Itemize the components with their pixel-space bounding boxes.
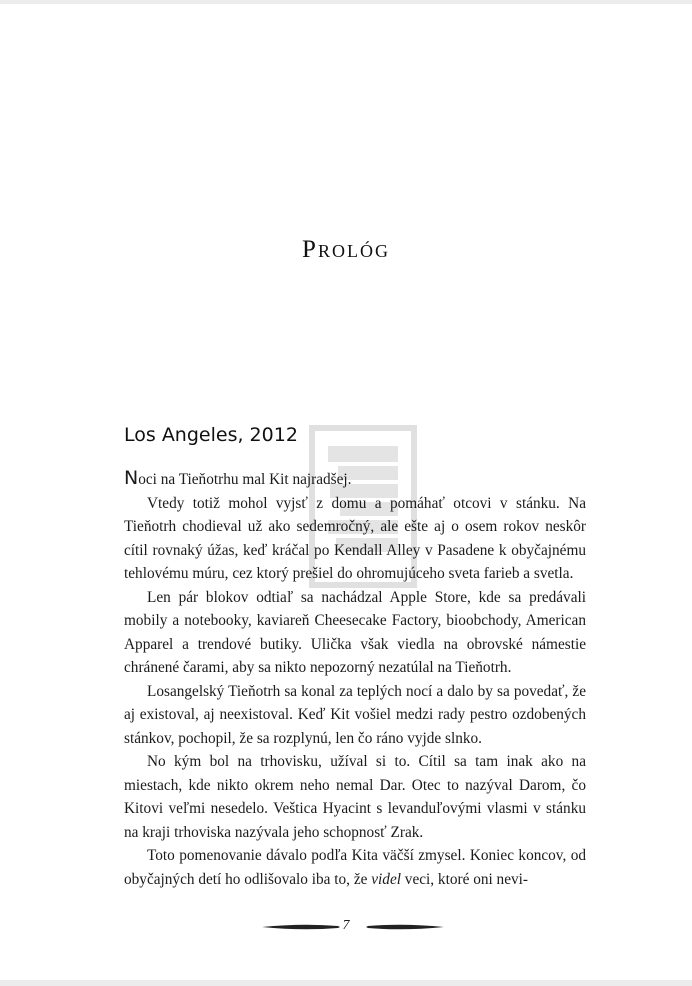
dropcap-letter: N: [124, 467, 139, 489]
right-ornament-icon: [366, 922, 444, 932]
paragraph-1: [124, 467, 586, 492]
paragraph-2: Vtedy totiž mohol vyjsť z domu a pomáhať otcovi v stánku. Na Tieňotrh chodieval už ako sedemročný, ale ešte aj o osem rokov neskôr cítil rovnaký úžas, keď kráčal po Kendall Alley v Pasadene k obyčajnému tehlovému múru, cez ktorý prešiel do ohromujúceho sveta farieb a svetla.: [124, 494, 586, 582]
page-footer: [0, 918, 692, 938]
paragraph-6: [124, 844, 586, 891]
paragraph-1-text: oci na Tieňotrhu mal Kit najradšej.: [138, 471, 352, 488]
page-number: 7: [342, 918, 350, 933]
body-text: [124, 467, 586, 891]
paragraph-4: Losangelský Tieňotrh sa konal za teplých nocí a dalo by sa povedať, že aj existoval, aj neexistoval. Keď Kit vošiel medzi rady pestro ozdobených stánkov, pochopil, že sa rozplynú, len čo ráno vyjde slnko.: [124, 682, 586, 747]
paragraph-5: No kým bol na trhovisku, užíval si to. Cítil sa tam inak ako na miestach, kde nikto okrem neho nemal Dar. Otec to nazýval Darom, čo Kitovi veľmi nesedelo. Veštica Hyacint s levanduľovými vlasmi v stánku na kraji trhoviska nazývala jeho schopnosť Zrak.: [124, 753, 586, 841]
paragraph-3: Len pár blokov odtiaľ sa nachádzal Apple Store, kde sa predávali mobily a notebooky, kaviareň Cheesecake Factory, bioobchody, American Apparel a trendové butiky. Ulička však viedla na obrovské námestie chránené čarami, aby sa nikto nepozorný nezatúlal na Tieňotrh.: [124, 588, 586, 676]
paragraph-6-italic-word: videl: [371, 870, 401, 888]
paragraph-6-text-after: veci, ktoré oni nevi-: [400, 870, 528, 888]
book-page: [0, 4, 692, 980]
paragraph-6-text-before: Toto pomenovanie dávalo podľa Kita väčší zmysel. Koniec koncov, od obyčajných detí ho odlišovalo iba to, že: [124, 847, 586, 888]
place-heading: Los Angeles, 2012: [124, 424, 298, 446]
chapter-title: Prológ: [302, 236, 390, 263]
